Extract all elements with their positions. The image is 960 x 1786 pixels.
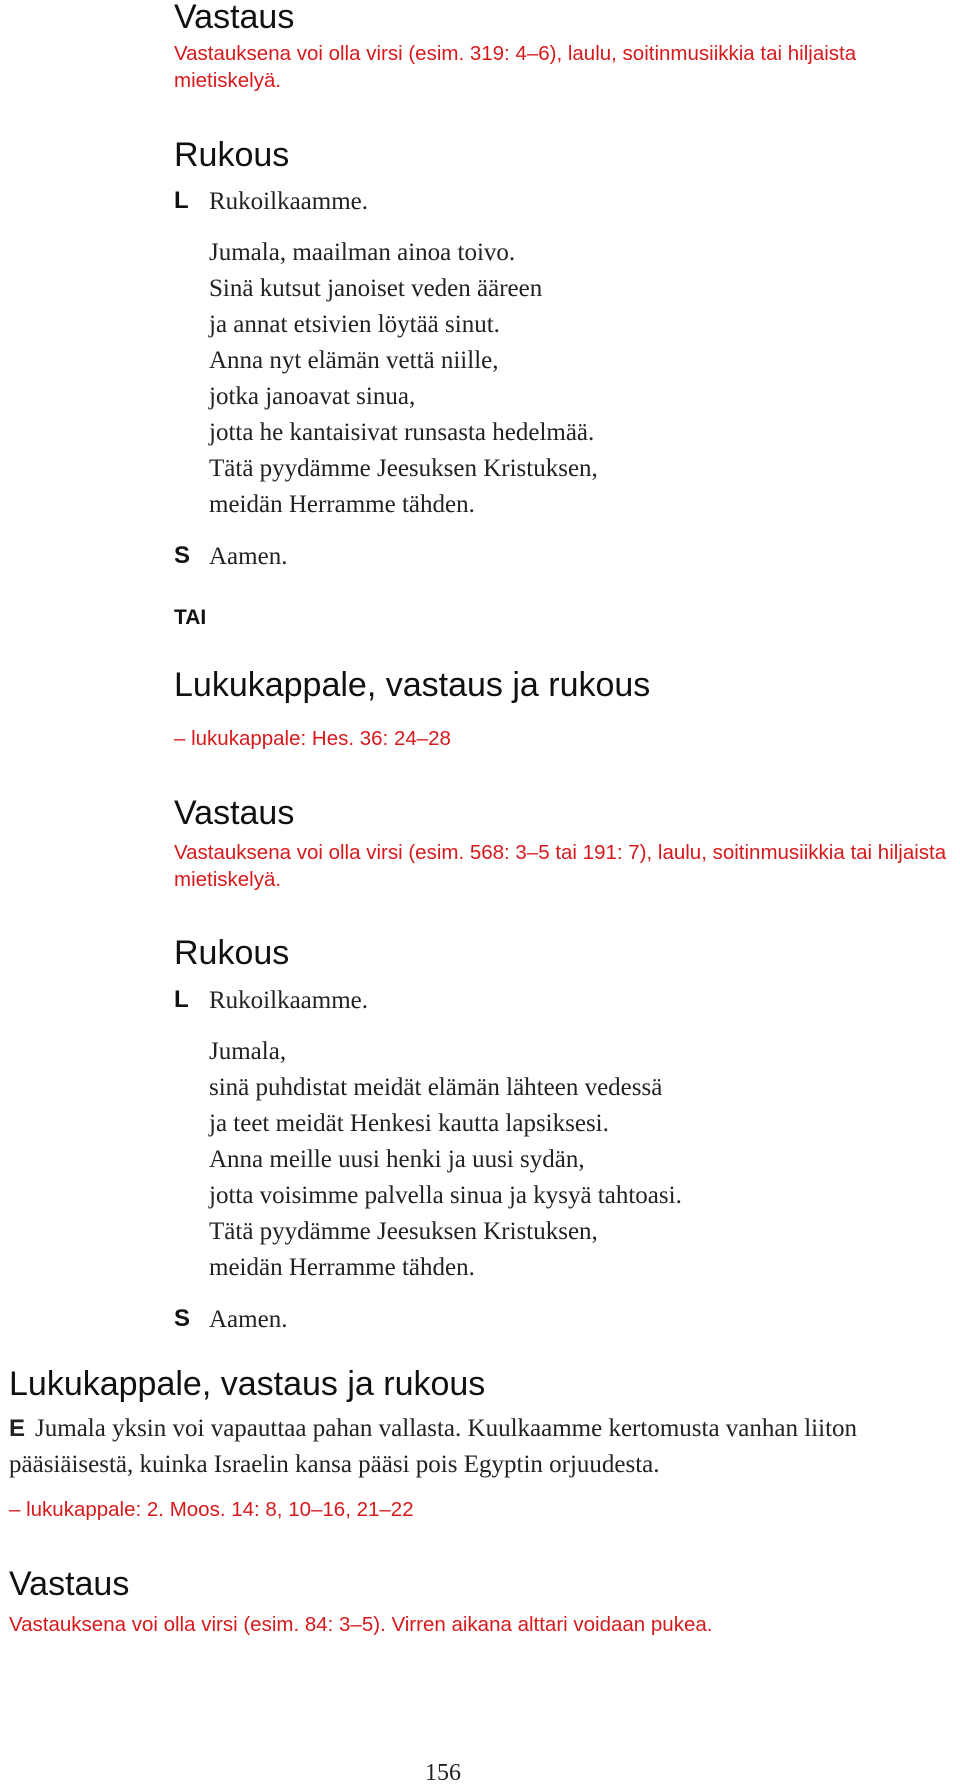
rukous-heading: Rukous	[174, 934, 290, 972]
reading-reference: – lukukappale: 2. Moos. 14: 8, 10–16, 21–22	[9, 1498, 414, 1521]
vastaus-heading: Vastaus	[174, 794, 295, 832]
leader-marker: L	[174, 986, 189, 1013]
congregation-marker: S	[174, 1305, 191, 1332]
leader-text: Rukoilkaamme.	[209, 188, 368, 215]
vastaus-heading: Vastaus	[9, 1565, 130, 1603]
prayer-line: Jumala, maailman ainoa toivo.	[209, 239, 516, 266]
intro-paragraph	[9, 1411, 954, 1483]
section-heading: Lukukappale, vastaus ja rukous	[174, 666, 651, 704]
prayer-line: ja annat etsivien löytää sinut.	[209, 311, 500, 338]
intro-marker: E	[9, 1415, 26, 1442]
prayer-line: jotka janoavat sinua,	[209, 383, 416, 410]
tai-label: TAI	[174, 606, 207, 629]
prayer-line: Tätä pyydämme Jeesuksen Kristuksen,	[209, 455, 598, 482]
vastaus-rubric: Vastauksena voi olla virsi (esim. 84: 3–5). Virren aikana alttari voidaan pukea.	[9, 1613, 713, 1636]
prayer-line: Sinä kutsut janoiset veden ääreen	[209, 275, 543, 302]
leader-marker: L	[174, 187, 189, 214]
prayer-line: ja teet meidät Henkesi kautta lapsiksesi.	[209, 1110, 609, 1137]
prayer-line: meidän Herramme tähden.	[209, 491, 475, 518]
prayer-line: Jumala,	[209, 1038, 287, 1065]
reading-reference: – lukukappale: Hes. 36: 24–28	[174, 727, 451, 750]
rukous-heading: Rukous	[174, 136, 290, 174]
prayer-line: jotta he kantaisivat runsasta hedelmää.	[209, 419, 595, 446]
vastaus-rubric: Vastauksena voi olla virsi (esim. 568: 3–5 tai 191: 7), laulu, soitinmusiikkia tai hiljaista mietiskelyä.	[174, 841, 947, 891]
leader-text: Rukoilkaamme.	[209, 987, 368, 1014]
congregation-marker: S	[174, 542, 191, 569]
page-number: 156	[425, 1760, 461, 1786]
prayer-line: Anna meille uusi henki ja uusi sydän,	[209, 1146, 585, 1173]
vastaus-rubric: Vastauksena voi olla virsi (esim. 319: 4–6), laulu, soitinmusiikkia tai hiljaista mietiskelyä.	[174, 42, 857, 92]
prayer-line: Tätä pyydämme Jeesuksen Kristuksen,	[209, 1218, 598, 1245]
prayer-line: Anna nyt elämän vettä niille,	[209, 347, 499, 374]
intro-text: Jumala yksin voi vapauttaa pahan vallasta. Kuulkaamme kertomusta vanhan liiton pääsiäisestä, kuinka Israelin kansa pääsi pois Egyptin orjuudesta.	[9, 1415, 858, 1478]
prayer-line: jotta voisimme palvella sinua ja kysyä tahtoasi.	[209, 1182, 682, 1209]
section-heading: Lukukappale, vastaus ja rukous	[9, 1365, 486, 1403]
congregation-text: Aamen.	[209, 543, 288, 570]
prayer-line: sinä puhdistat meidät elämän lähteen vedessä	[209, 1074, 663, 1101]
congregation-text: Aamen.	[209, 1306, 288, 1333]
prayer-line: meidän Herramme tähden.	[209, 1254, 475, 1281]
vastaus-heading: Vastaus	[174, 0, 295, 36]
